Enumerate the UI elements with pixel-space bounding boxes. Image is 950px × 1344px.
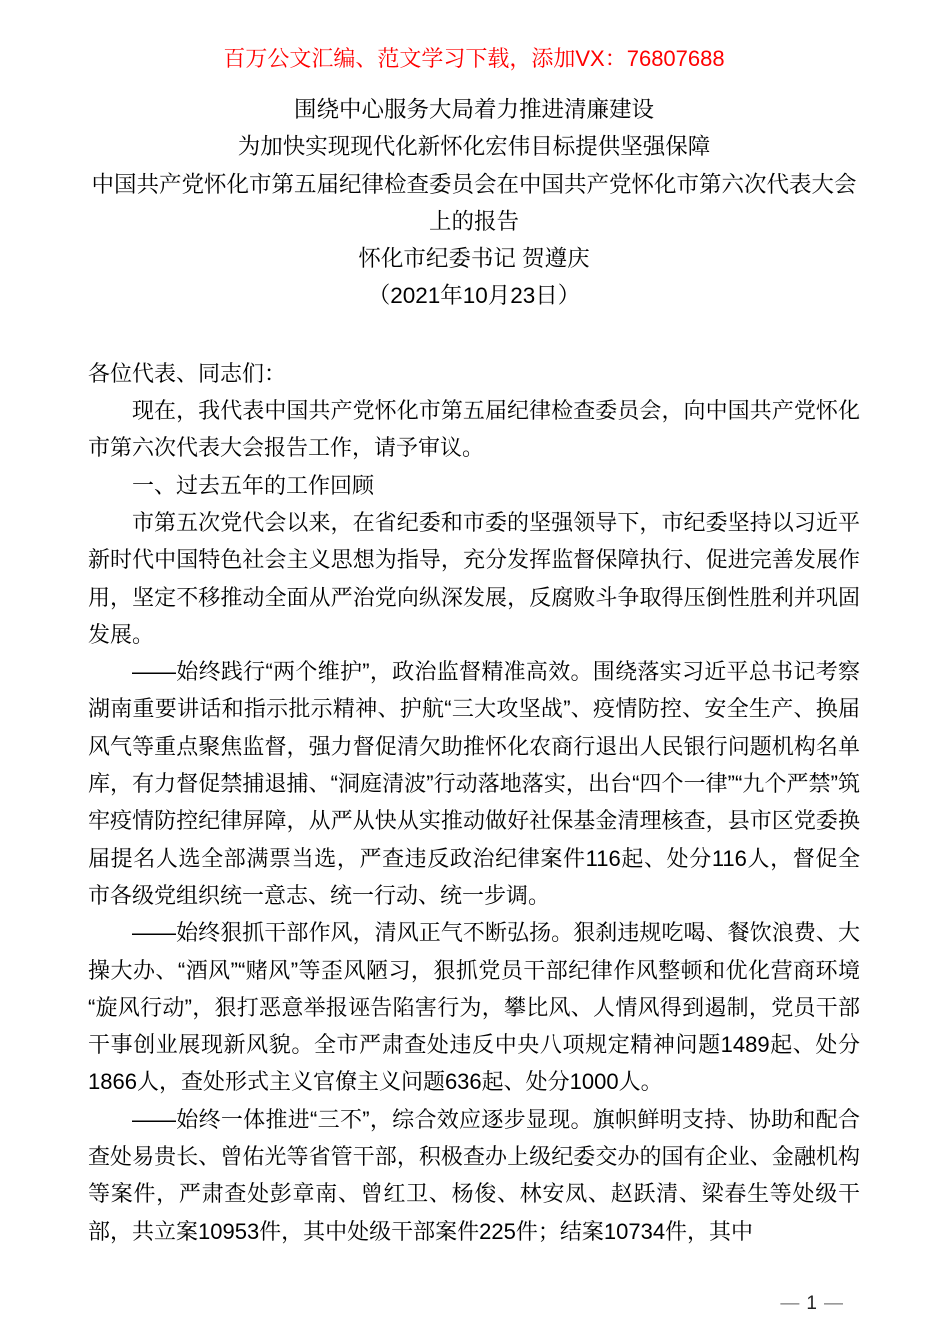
page-number [773,1291,850,1317]
paragraph-overview: 市第五次党代会以来，在省纪委和市委的坚强领导下，市纪委坚持以习近平新时代中国特色社会主义思想为指导，充分发挥监督保障执行、促进完善发展作用，坚定不移推动全面从严治党向纵深发展，反腐败斗争取得压倒性胜利并巩固发展。 [88,509,860,647]
salutation: 各位代表、同志们： [88,360,287,386]
report-author: 怀化市纪委书记 贺遵庆 [358,246,590,272]
title-line-1: 围绕中心服务大局着力推进清廉建设 [293,97,654,122]
title-line-2: 为加快实现现代化新怀化宏伟目标提供坚强保障 [237,134,711,160]
title-line-3: 中国共产党怀化市第五届纪律检查委员会在中国共产党怀化市第六次代表大会 [91,171,857,197]
section-heading-five-year-review: 一、过去五年的工作回顾 [132,472,375,498]
paragraph-two-upholds: ——始终践行“两个维护”，政治监督精准高效。围绕落实习近平总书记考察湖南重要讲话和指示批示精神、护航“三大攻坚战”、疫情防控、安全生产、换届风气等重点聚焦监督，强力督促清欠助推怀化农商行退出人民银行问题机构名单库，有力督促禁捕退捕、“洞庭清波”行动落地落实，出台“四个一律”“九个严禁”筑牢疫情防控纪律屏障，从严从快从实推动做好社保基金清理核查，县市区党委换届提名人选全部满票当选，严查违反政治纪律案件116起、处分116人，督促全市各级党组织统一意志、统一行动、统一步调。 [88,659,860,908]
page-number-dash-right: — [824,1293,843,1314]
page-number-value: 1 [806,1293,817,1314]
watermark-notice: 百万公文汇编、范文学习下载，添加VX：76807688 [223,46,725,71]
report-body [88,355,860,1250]
paragraph-three-nos: ——始终一体推进“三不”，综合效应逐步显现。旗帜鲜明支持、协助和配合查处易贵长、曾佑光等省管干部，积极查办上级纪委交办的国有企业、金融机构等案件，严肃查处彭章南、曾红卫、杨俊、林安凤、赵跃清、梁春生等处级干部，共立案10953件，其中处级干部案件225件；结案10734件，其中 [88,1106,860,1244]
paragraph-intro: 现在，我代表中国共产党怀化市第五届纪律检查委员会，向中国共产党怀化市第六次代表大会报告工作，请予审议。 [88,398,860,461]
title-block [88,91,860,315]
title-line-4: 上的报告 [428,208,519,234]
page-number-dash-left: — [780,1293,800,1314]
report-date: （2021年10月23日） [367,283,581,309]
paragraph-cadre-conduct: ——始终狠抓干部作风，清风正气不断弘扬。狠刹违规吃喝、餐饮浪费、大操大办、“酒风”“赌风”等歪风陋习，狠抓党员干部纪律作风整顿和优化营商环境“旋风行动”，狠打恶意举报诬告陷害行为，攀比风、人情风得到遏制，党员干部干事创业展现新风貌。全市严肃查处违反中央八项规定精神问题1489起、处分1866人，查处形式主义官僚主义问题636起、处分1000人。 [88,920,860,1095]
